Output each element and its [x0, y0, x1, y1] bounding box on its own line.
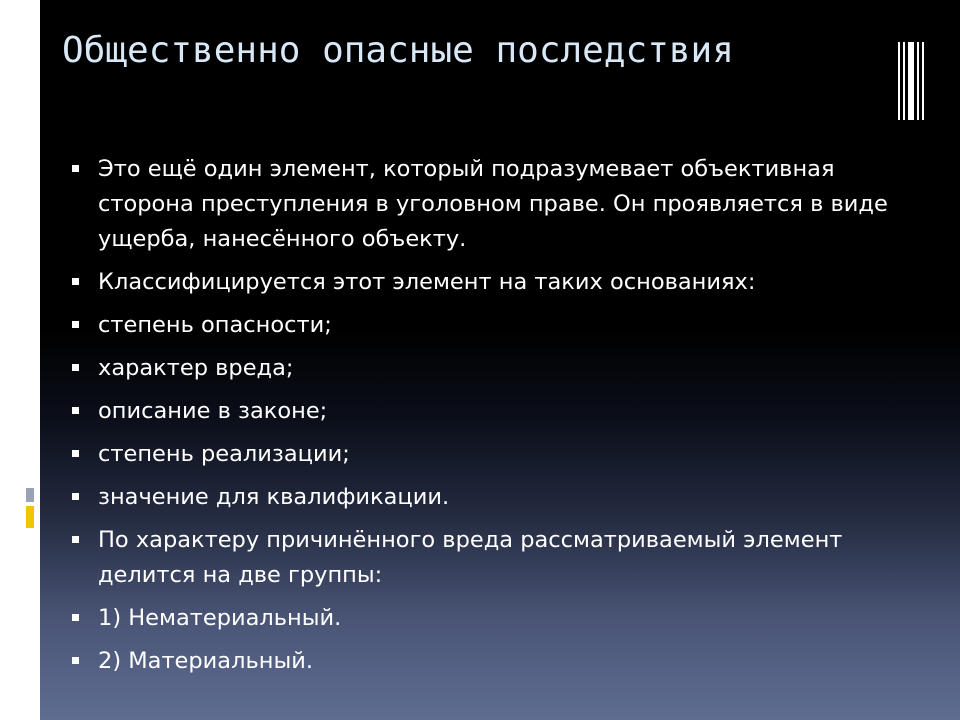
bullet-item	[70, 480, 920, 515]
square-bullet-icon	[72, 493, 79, 500]
square-bullet-icon	[72, 450, 79, 457]
bullet-item	[70, 644, 920, 679]
square-bullet-icon	[72, 657, 79, 664]
bullet-text: степень опасности;	[98, 312, 332, 338]
square-bullet-icon	[72, 321, 79, 328]
bullet-item	[70, 523, 920, 593]
grey-marker	[26, 488, 34, 502]
bullet-text: характер вреда;	[98, 355, 294, 381]
yellow-marker	[26, 506, 34, 528]
decorative-bar	[898, 42, 900, 120]
white-marker	[26, 532, 34, 562]
bullet-text: Классифицируется этот элемент на таких основаниях:	[98, 269, 756, 295]
bullet-item	[70, 265, 920, 300]
square-bullet-icon	[72, 165, 79, 172]
square-bullet-icon	[72, 364, 79, 371]
square-bullet-icon	[72, 614, 79, 621]
bullet-item	[70, 601, 920, 636]
bullet-text: 1) Нематериальный.	[98, 605, 342, 631]
bullet-text: значение для квалификации.	[98, 484, 450, 510]
square-bullet-icon	[72, 278, 79, 285]
bullet-item	[70, 152, 920, 257]
bullet-item	[70, 308, 920, 343]
decorative-bar	[908, 42, 914, 120]
bullet-item	[70, 351, 920, 386]
bullet-item	[70, 394, 920, 429]
square-bullet-icon	[72, 407, 79, 414]
bullet-text: степень реализации;	[98, 441, 350, 467]
bullet-text: Это ещё один элемент, который подразумевает объективная сторона преступления в уголовном праве. Он проявляется в виде ущерба, нанесённого объекту.	[98, 156, 888, 252]
bullet-text: 2) Материальный.	[98, 648, 313, 674]
decorative-bar	[922, 42, 924, 120]
bullet-item	[70, 437, 920, 472]
decorative-bar	[917, 42, 919, 120]
bullet-list	[70, 152, 920, 687]
slide-title: Общественно опасные последствия	[62, 30, 734, 71]
square-bullet-icon	[72, 536, 79, 543]
bullet-text: описание в законе;	[98, 398, 328, 424]
decorative-bar	[903, 42, 905, 120]
left-white-strip	[0, 0, 40, 720]
bullet-text: По характеру причинённого вреда рассматриваемый элемент делится на две группы:	[98, 527, 843, 588]
